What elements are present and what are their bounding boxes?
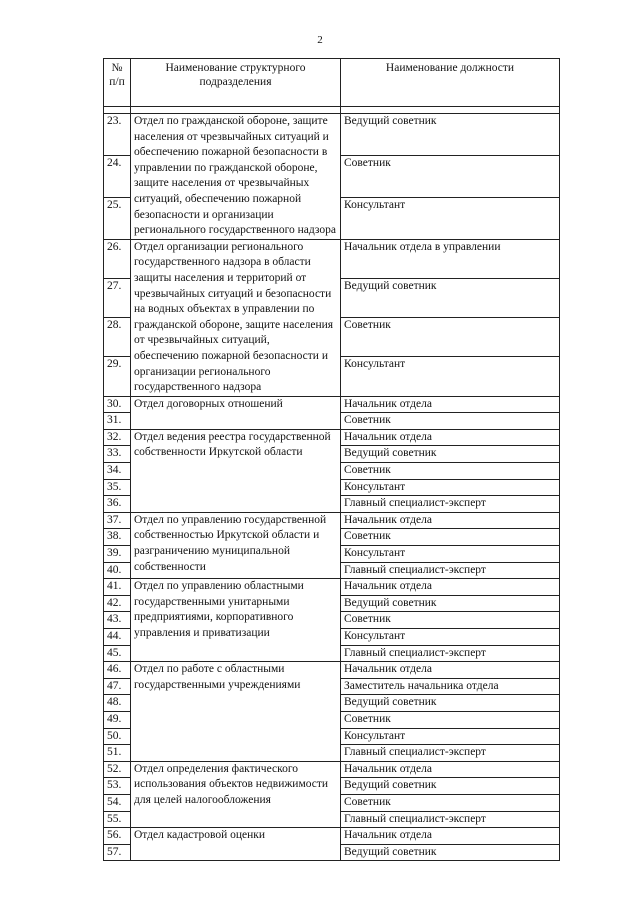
row-number: 55. — [104, 811, 131, 828]
row-number: 36. — [104, 496, 131, 513]
row-number: 24. — [104, 155, 131, 197]
position-title: Главный специалист-эксперт — [341, 496, 560, 513]
row-number: 39. — [104, 546, 131, 563]
position-title: Советник — [341, 318, 560, 357]
position-title: Начальник отдела — [341, 828, 560, 845]
row-number: 33. — [104, 446, 131, 463]
row-number: 50. — [104, 728, 131, 745]
header-gap-row — [104, 107, 560, 114]
position-title: Ведущий советник — [341, 446, 560, 463]
row-number: 54. — [104, 794, 131, 811]
table-row — [104, 828, 560, 845]
row-number: 51. — [104, 745, 131, 762]
position-title: Главный специалист-эксперт — [341, 562, 560, 579]
position-title: Ведущий советник — [341, 778, 560, 795]
table-body — [104, 114, 560, 861]
department-name: Отдел по гражданской обороне, защите населения от чрезвычайных ситуаций и обеспечению пожарной безопасности в управлении по гражданской обороне, защите населения от чрезвычайных ситуаций, обеспечению пожарной безопасности и организации регионального государственного надзора — [131, 114, 341, 240]
header-number: № п/п — [104, 59, 131, 107]
row-number: 30. — [104, 396, 131, 413]
row-number: 35. — [104, 479, 131, 496]
department-name: Отдел по управлению государственной собственностью Иркутской области и разграничению муниципальной собственности — [131, 512, 341, 578]
position-title: Ведущий советник — [341, 695, 560, 712]
department-name: Отдел определения фактического использования объектов недвижимости для целей налогообложения — [131, 761, 341, 827]
position-title: Начальник отдела — [341, 396, 560, 413]
department-name: Отдел по управлению областными государственными унитарными предприятиями, корпоративного управления и приватизации — [131, 579, 341, 662]
table-row — [104, 239, 560, 278]
row-number: 56. — [104, 828, 131, 845]
position-title: Начальник отдела — [341, 579, 560, 596]
row-number: 41. — [104, 579, 131, 596]
row-number: 44. — [104, 629, 131, 646]
position-title: Начальник отдела — [341, 761, 560, 778]
position-title: Ведущий советник — [341, 595, 560, 612]
position-title: Советник — [341, 413, 560, 430]
position-title: Главный специалист-эксперт — [341, 745, 560, 762]
row-number: 37. — [104, 512, 131, 529]
row-number: 28. — [104, 318, 131, 357]
row-number: 27. — [104, 278, 131, 317]
positions-table — [103, 58, 560, 861]
row-number: 49. — [104, 711, 131, 728]
table-row — [104, 429, 560, 446]
row-number: 42. — [104, 595, 131, 612]
position-title: Консультант — [341, 629, 560, 646]
position-title: Консультант — [341, 357, 560, 396]
department-name: Отдел по работе с областными государственными учреждениями — [131, 662, 341, 762]
position-title: Советник — [341, 529, 560, 546]
position-title: Советник — [341, 794, 560, 811]
row-number: 34. — [104, 463, 131, 480]
header-position: Наименование должности — [341, 59, 560, 107]
row-number: 23. — [104, 114, 131, 156]
row-number: 45. — [104, 645, 131, 662]
position-title: Заместитель начальника отдела — [341, 678, 560, 695]
position-title: Начальник отдела в управлении — [341, 239, 560, 278]
row-number: 52. — [104, 761, 131, 778]
table-row — [104, 396, 560, 413]
position-title: Консультант — [341, 479, 560, 496]
table-row — [104, 579, 560, 596]
position-title: Начальник отдела — [341, 429, 560, 446]
department-name: Отдел организации регионального государственного надзора в области защиты населения и территорий от чрезвычайных ситуаций и безопасности на водных объектах в управлении по гражданской обороне, защите населения от чрезвычайных ситуаций, обеспечению пожарной безопасности и организации регионального государственного надзора — [131, 239, 341, 396]
position-title: Ведущий советник — [341, 114, 560, 156]
position-title: Ведущий советник — [341, 278, 560, 317]
position-title: Главный специалист-эксперт — [341, 645, 560, 662]
position-title: Советник — [341, 612, 560, 629]
row-number: 57. — [104, 844, 131, 861]
row-number: 26. — [104, 239, 131, 278]
position-title: Начальник отдела — [341, 512, 560, 529]
row-number: 31. — [104, 413, 131, 430]
position-title: Главный специалист-эксперт — [341, 811, 560, 828]
position-title: Советник — [341, 463, 560, 480]
department-name: Отдел договорных отношений — [131, 396, 341, 429]
row-number: 47. — [104, 678, 131, 695]
page-number: 2 — [317, 34, 323, 46]
position-title: Консультант — [341, 728, 560, 745]
row-number: 32. — [104, 429, 131, 446]
position-title: Советник — [341, 711, 560, 728]
table-row — [104, 662, 560, 679]
table-row — [104, 512, 560, 529]
position-title: Консультант — [341, 546, 560, 563]
position-title: Ведущий советник — [341, 844, 560, 861]
row-number: 53. — [104, 778, 131, 795]
row-number: 25. — [104, 197, 131, 239]
table-header-row — [104, 59, 560, 107]
department-name: Отдел кадастровой оценки — [131, 828, 341, 861]
row-number: 48. — [104, 695, 131, 712]
table-row — [104, 114, 560, 156]
row-number: 46. — [104, 662, 131, 679]
position-title: Начальник отдела — [341, 662, 560, 679]
header-department: Наименование структурного подразделения — [131, 59, 341, 107]
department-name: Отдел ведения реестра государственной собственности Иркутской области — [131, 429, 341, 512]
row-number: 38. — [104, 529, 131, 546]
table-row — [104, 761, 560, 778]
row-number: 29. — [104, 357, 131, 396]
row-number: 40. — [104, 562, 131, 579]
position-title: Консультант — [341, 197, 560, 239]
row-number: 43. — [104, 612, 131, 629]
position-title: Советник — [341, 155, 560, 197]
